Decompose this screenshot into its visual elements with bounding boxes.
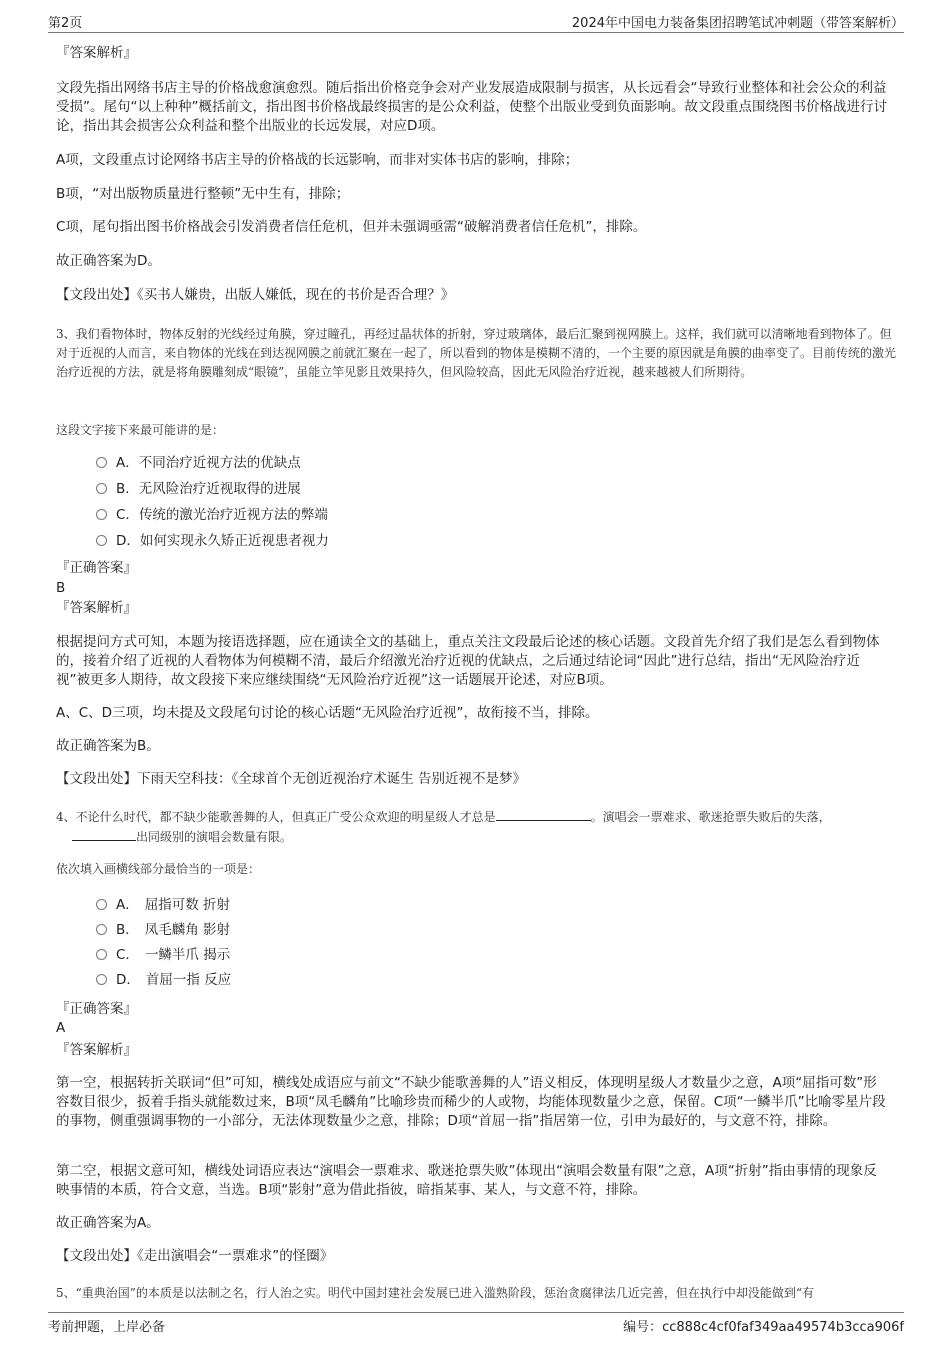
page-footer: [48, 1312, 904, 1336]
q3-stem: 3、我们看物体时，物体反射的光线经过角膜，穿过瞳孔，再经过晶状体的折射，穿过玻璃体，最后汇聚到视网膜上。这样，我们就可以清晰地看到物体了。但对于近视的人而言，来自物体的光线在到达视网膜之前就汇聚在一起了，所以看到的物体是模糊不清的，一个主要的原因就是角膜的曲率变了。目前传统的激光治疗近视的方法，就是将角膜雕刻成“眼镜”，虽能立竿见影且效果持久，但风险较高，因此无风险治疗近视，越来越被人们所期待。: [56, 327, 897, 379]
q3-conclusion: 故正确答案为B。: [56, 738, 160, 754]
document-title: 2024年中国电力装备集团招聘笔试冲刺题（带答案解析）: [571, 16, 904, 31]
q3-source: 【文段出处】下雨天空科技：《全球首个无创近视治疗术诞生 告别近视不是梦》: [56, 771, 527, 787]
blank-1: [496, 807, 591, 821]
page-header: [48, 12, 904, 33]
radio-icon[interactable]: [96, 509, 107, 520]
q4-answer: A: [56, 1020, 66, 1036]
q2-conclusion: 故正确答案为D。: [56, 253, 161, 269]
q4-option-d[interactable]: D． 首屈一指 反应: [96, 970, 231, 990]
q4-answer-label: 『正确答案』: [56, 1001, 137, 1017]
page-number: 第2页: [48, 16, 83, 31]
radio-icon[interactable]: [96, 535, 107, 546]
q2-analysis-paragraph: 文段先指出网络书店主导的价格战愈演愈烈。随后指出价格竞争会对产业发展造成限制与损害，从长远看会“导致行业整体和社会公众的利益受损”。尾句“以上种种”概括前文，指出图书价格战最终损害的是公众利益，使整个出版业受到负面影响。故文段重点围绕图书价格战进行讨论，指出其会损害公众利益和整个出版业的长远发展，对应D项。: [56, 80, 887, 134]
q2-analysis-option-a: A项，文段重点讨论网络书店主导的价格战的长远影响，而非对实体书店的影响，排除；: [56, 152, 579, 168]
radio-icon[interactable]: [96, 924, 107, 935]
q3-analysis-paragraph: 根据提问方式可知，本题为接语选择题，应在通读全文的基础上，重点关注文段最后论述的核心话题。文段首先介绍了我们是怎么看到物体的，接着介绍了近视的人看物体为何模糊不清，最后介绍激光治疗近视的优缺点，之后通过结论词“因此”进行总结，指出“无风险治疗近视”被更多人期待，故文段接下来应继续围绕“无风险治疗近视”这一话题展开论述，对应B项。: [56, 634, 880, 688]
blank-2: [72, 827, 136, 841]
q4-option-a[interactable]: A． 屈指可数 折射: [96, 895, 230, 915]
radio-icon[interactable]: [96, 974, 107, 985]
radio-icon[interactable]: [96, 949, 107, 960]
q4-option-b[interactable]: B． 凤毛麟角 影射: [96, 920, 230, 940]
radio-icon[interactable]: [96, 483, 107, 494]
q3-option-a[interactable]: A．不同治疗近视方法的优缺点: [96, 453, 301, 473]
document-id: 编号：cc888c4cf0faf349aa49574b3cca906f: [623, 1320, 904, 1335]
q3-answer: B: [56, 580, 66, 596]
q2-source: 【文段出处】《买书人嫌贵，出版人嫌低，现在的书价是否合理？》: [56, 287, 455, 303]
q3-question: 这段文字接下来最可能讲的是：: [56, 423, 225, 437]
q4-conclusion: 故正确答案为A。: [56, 1215, 160, 1231]
q3-answer-label: 『正确答案』: [56, 560, 137, 576]
q3-option-c[interactable]: C．传统的激光治疗近视方法的弊端: [96, 505, 328, 525]
radio-icon[interactable]: [96, 457, 107, 468]
q4-source: 【文段出处】《走出演唱会“一票难求”的怪圈》: [56, 1248, 334, 1264]
q3-analysis-label: 『答案解析』: [56, 600, 137, 616]
q3-analysis-paragraph-2: A、C、D三项，均未提及文段尾句讨论的核心话题“无风险治疗近视”，故衔接不当，排除。: [56, 705, 599, 721]
q4-analysis-paragraph: 第一空，根据转折关联词“但”可知，横线处成语应与前文“不缺少能歌善舞的人”语义相反，体现明星级人才数量少之意，A项“屈指可数”形容数目很少，扳着手指头就能数过来，B项“凤毛麟角”比喻珍贵而稀少的人或物，均能体现数量少之意，保留。C项“一鳞半爪”比喻零星片段的事物，侧重强调事物的一小部分，无法体现数量少之意，排除；D项“首屈一指”指居第一位，引申为最好的，与文意不符，排除。: [56, 1075, 886, 1129]
q2-analysis-option-c: C项，尾句指出图书价格战会引发消费者信任危机，但并未强调亟需“破解消费者信任危机”，排除。: [56, 219, 647, 235]
footer-slogan: 考前押题，上岸必备: [48, 1320, 166, 1335]
radio-icon[interactable]: [96, 899, 107, 910]
q2-analysis-label: 『答案解析』: [56, 45, 137, 61]
q4-analysis-label: 『答案解析』: [56, 1042, 137, 1058]
q3-option-d[interactable]: D．如何实现永久矫正近视患者视力: [96, 531, 329, 551]
q3-option-b[interactable]: B．无风险治疗近视取得的进展: [96, 479, 301, 499]
q2-analysis-option-b: B项，“对出版物质量进行整顿”无中生有，排除；: [56, 186, 350, 202]
q4-stem: 4、不论什么时代，都不缺少能歌善舞的人，但真正广受公众欢迎的明星级人才总是 。演唱会一票难求、歌迷抢票失败后的失落，出同级别的演唱会数量有限。: [56, 807, 898, 847]
q4-option-c[interactable]: C． 一鳞半爪 揭示: [96, 945, 230, 965]
q4-question: 依次填入画横线部分最恰当的一项是：: [56, 862, 261, 876]
q5-stem: 5、“重典治国”的本质是以法制之名，行人治之实。明代中国封建社会发展已进入滥熟阶段，惩治贪腐律法几近完善，但在执行中却没能做到“有: [56, 1286, 815, 1300]
q4-analysis-paragraph-2: 第二空，根据文意可知，横线处词语应表达“演唱会一票难求、歌迷抢票失败”体现出“演唱会数量有限”之意，A项“折射”指由事情的现象反映事情的本质，符合文意，当选。B项“影射”意为借此指彼，暗指某事、某人，与文意不符，排除。: [56, 1163, 877, 1198]
